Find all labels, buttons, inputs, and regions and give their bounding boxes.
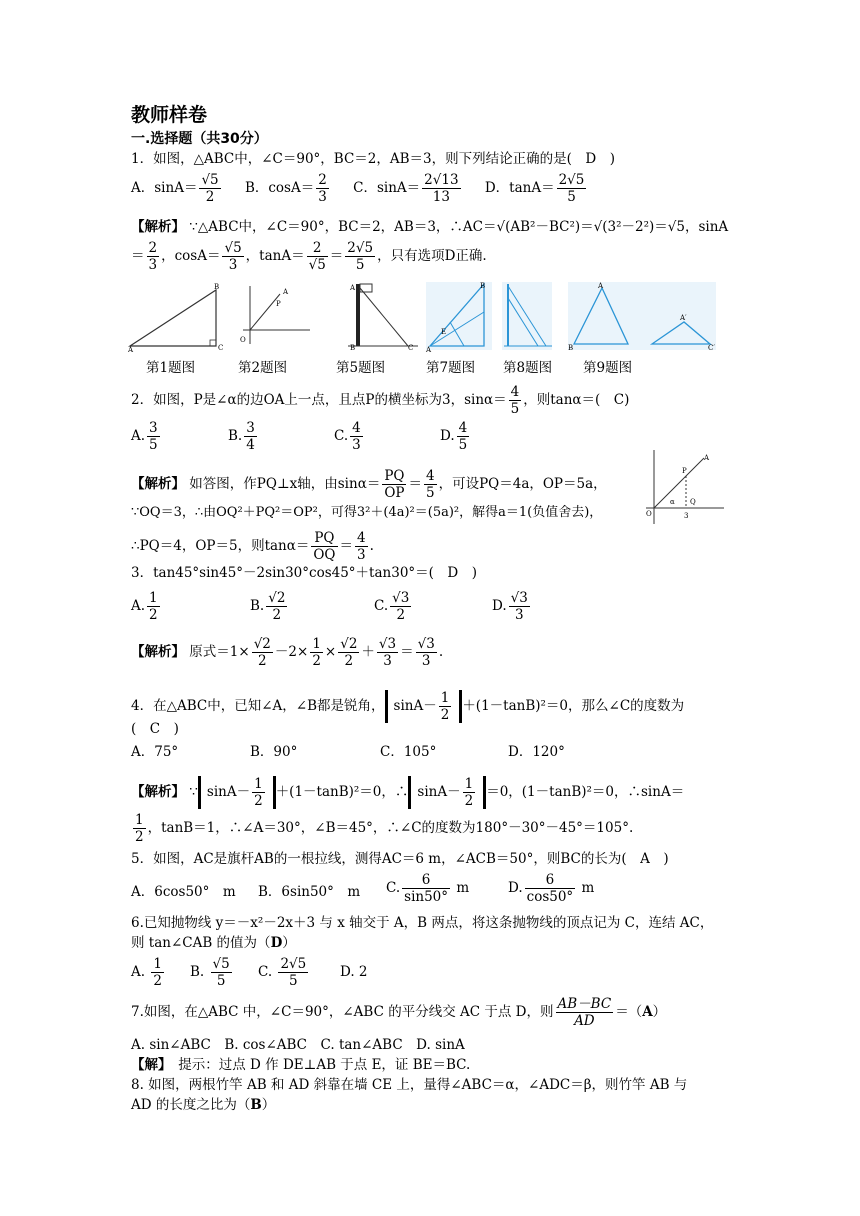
q7-stem: 7.如图，在△ABC 中，∠C＝90°，∠ABC 的平分线交 AC 于点 D，则 $\frac{AB-BC}{AD}$ ＝（A）	[131, 996, 667, 1029]
q2-option-a: A. $\frac{3}{5}$	[131, 420, 158, 453]
q4-stem: 4．在△ABC中，已知∠A，∠B都是锐角， sinA－ $\frac{1}{2}$ ＋(1－tanB)²＝0，那么∠C的度数为	[131, 690, 685, 723]
q1-analysis-line2: ＝ $\frac{2}{3}$ ，cosA＝ $\frac{√5}{3}$ ，tanA＝ $\frac{2}{√5}$ ＝ $\frac{2√5}{5}$ ，只有选项D正确.	[131, 240, 487, 273]
svg-text:3: 3	[684, 512, 689, 520]
q2-answer-figure	[640, 446, 726, 532]
svg-text:A: A	[350, 284, 356, 292]
caption-fig-9: 第9题图	[583, 360, 633, 376]
svg-text:B: B	[480, 282, 486, 290]
q1-analysis-line1: 【解析】 ∵△ABC中，∠C＝90°，BC＝2，AB＝3，∴AC＝√(AB²－BC²)＝√(3²－2²)＝√5，sinA	[131, 219, 729, 235]
q3-option-a: A. $\frac{1}{2}$	[131, 590, 158, 623]
figures-row	[128, 282, 728, 352]
caption-fig-5: 第5题图	[336, 360, 386, 376]
svg-text:P: P	[276, 300, 281, 308]
caption-fig-8: 第8题图	[503, 360, 553, 376]
q1-stem: 1．如图，△ABC中，∠C＝90°，BC＝2，AB＝3，则下列结论正确的是( D )	[131, 151, 615, 167]
caption-fig-1: 第1题图	[146, 360, 196, 376]
q4-option-a: A．75°	[131, 744, 179, 760]
svg-text:O: O	[240, 336, 246, 344]
q7-options: A. sin∠ABC B. cos∠ABC C. tan∠ABC D. sinA	[131, 1037, 465, 1053]
figure-1-triangle	[128, 283, 223, 352]
svg-text:P: P	[682, 467, 687, 475]
q3-stem: 3．tan45°sin45°－2sin30°cos45°＋tan30°＝( D )	[131, 565, 478, 581]
q6-option-c: C. $\frac{2√5}{5}$	[258, 956, 307, 989]
svg-text:α: α	[670, 498, 675, 506]
svg-text:B: B	[568, 344, 574, 352]
q4-answer-bracket: ( C )	[131, 721, 179, 737]
q2-option-b: B. $\frac{3}{4}$	[228, 420, 255, 453]
q5-option-c: C. $\frac{6}{\sin 50^\circ}$ m	[386, 872, 470, 905]
figure-5-flagpole	[348, 284, 418, 352]
q2-analysis-line2: ∵OQ＝3，∴由OQ²＋PQ²＝OP²，可得3²＋(4a)²＝(5a)²，解得a＝1(负值舍去)，	[131, 505, 603, 520]
q4-analysis-line2: $\frac{1}{2}$ ，tanB＝1，∴∠A＝30°，∠B＝45°，∴∠C的度数为180°－30°－45°＝105°.	[135, 812, 634, 845]
figure-9-triangles	[568, 282, 716, 352]
q2-option-c: C. $\frac{4}{3}$	[334, 420, 361, 453]
q4-option-c: C．105°	[380, 744, 437, 760]
q4-option-b: B．90°	[250, 744, 298, 760]
svg-text:A: A	[704, 454, 710, 462]
figure-2-angle	[240, 286, 310, 344]
q2-stem: 2．如图，P是∠α的边OA上一点，且点P的横坐标为3，sinα＝ $\frac{4}{5}$ ，则tanα＝( C)	[131, 384, 630, 417]
q7-hint: 【解】 提示：过点 D 作 DE⊥AB 于点 E，证 BE＝BC.	[131, 1057, 471, 1073]
q2-option-d: D. $\frac{4}{5}$	[440, 420, 468, 453]
svg-text:E: E	[441, 328, 447, 336]
svg-text:A: A	[283, 288, 289, 296]
svg-text:A′: A′	[680, 314, 687, 322]
section-heading: 一.选择题（共30分）	[131, 131, 268, 147]
figure-7-triangle	[425, 282, 492, 352]
q4-option-d: D．120°	[508, 744, 565, 760]
q3-option-b: B. $\frac{√2}{2}$	[250, 590, 286, 623]
q3-option-c: C. $\frac{√3}{2}$	[374, 590, 410, 623]
q5-option-d: D. $\frac{6}{\cos 50^\circ}$ m	[508, 872, 595, 905]
caption-fig-7: 第7题图	[426, 360, 476, 376]
q3-option-d: D. $\frac{√3}{3}$	[492, 590, 528, 623]
page-title: 教师样卷	[131, 104, 208, 126]
q6-option-b: B. $\frac{√5}{5}$	[190, 956, 230, 989]
q5-option-b: B．6sin50° m	[258, 884, 361, 900]
q5-option-a: A．6cos50° m	[131, 884, 236, 900]
svg-text:C: C	[408, 344, 414, 352]
q2-analysis-line1: 【解析】 如答图，作PQ⊥x轴，由sinα＝ $\frac{PQ}{OP}$ ＝ $\frac{4}{5}$ ，可设PQ＝4a，OP＝5a，	[131, 468, 607, 501]
svg-text:C: C	[218, 344, 224, 352]
svg-text:A: A	[598, 282, 604, 290]
q6-option-a: A. $\frac{1}{2}$	[131, 956, 162, 989]
q6-line2: 则 tan∠CAB 的值为（D）	[131, 935, 296, 951]
svg-text:B: B	[214, 283, 220, 291]
q5-stem: 5．如图，AC是旗杆AB的一根拉线，测得AC＝6 m，∠ACB＝50°，则BC的长为( A )	[131, 851, 669, 867]
svg-text:C′: C′	[708, 344, 715, 352]
svg-text:A: A	[128, 346, 134, 352]
svg-text:O: O	[646, 510, 652, 518]
svg-text:Q: Q	[690, 498, 696, 506]
figure-8-wall	[502, 282, 552, 350]
q8-line1: 8. 如图，两根竹竿 AB 和 AD 斜靠在墙 CE 上，量得∠ABC＝α，∠ADC＝β，则竹竿 AB 与	[131, 1077, 688, 1093]
q4-analysis-line1: 【解析】 ∵ sinA－ $\frac{1}{2}$ ＋(1－tanB)²＝0，∴ sinA－ $\frac{1}{2}$ ＝0，(1－tanB)²＝0，∴sinA＝	[131, 776, 685, 809]
svg-text:B: B	[350, 344, 356, 352]
q6-line1: 6.已知抛物线 y＝－x²－2x＋3 与 x 轴交于 A，B 两点，将这条抛物线的顶点记为 C，连结 AC，	[131, 915, 714, 931]
q8-line2: AD 的长度之比为（B）	[131, 1097, 276, 1113]
q3-analysis: 【解析】 原式＝1× $\frac{√2}{2}$ －2× $\frac{1}{2}$ × $\frac{√2}{2}$ ＋ $\frac{√3}{3}$ ＝ $\frac{√3}{3}$ .	[131, 636, 444, 669]
q6-option-d: D. 2	[340, 964, 368, 980]
q1-options: A．sinA＝ $\frac{√5}{2}$ B．cosA＝ $\frac{2}{3}$ C．sinA＝ $\frac{2√13}{13}$ D．tanA＝ $\frac{2√5}{5}$	[131, 172, 585, 205]
caption-fig-2: 第2题图	[238, 360, 288, 376]
svg-text:A: A	[426, 346, 432, 352]
q2-analysis-line3: ∴PQ＝4，OP＝5，则tanα＝ $\frac{PQ}{OQ}$ ＝ $\frac{4}{3}$ .	[131, 530, 374, 563]
